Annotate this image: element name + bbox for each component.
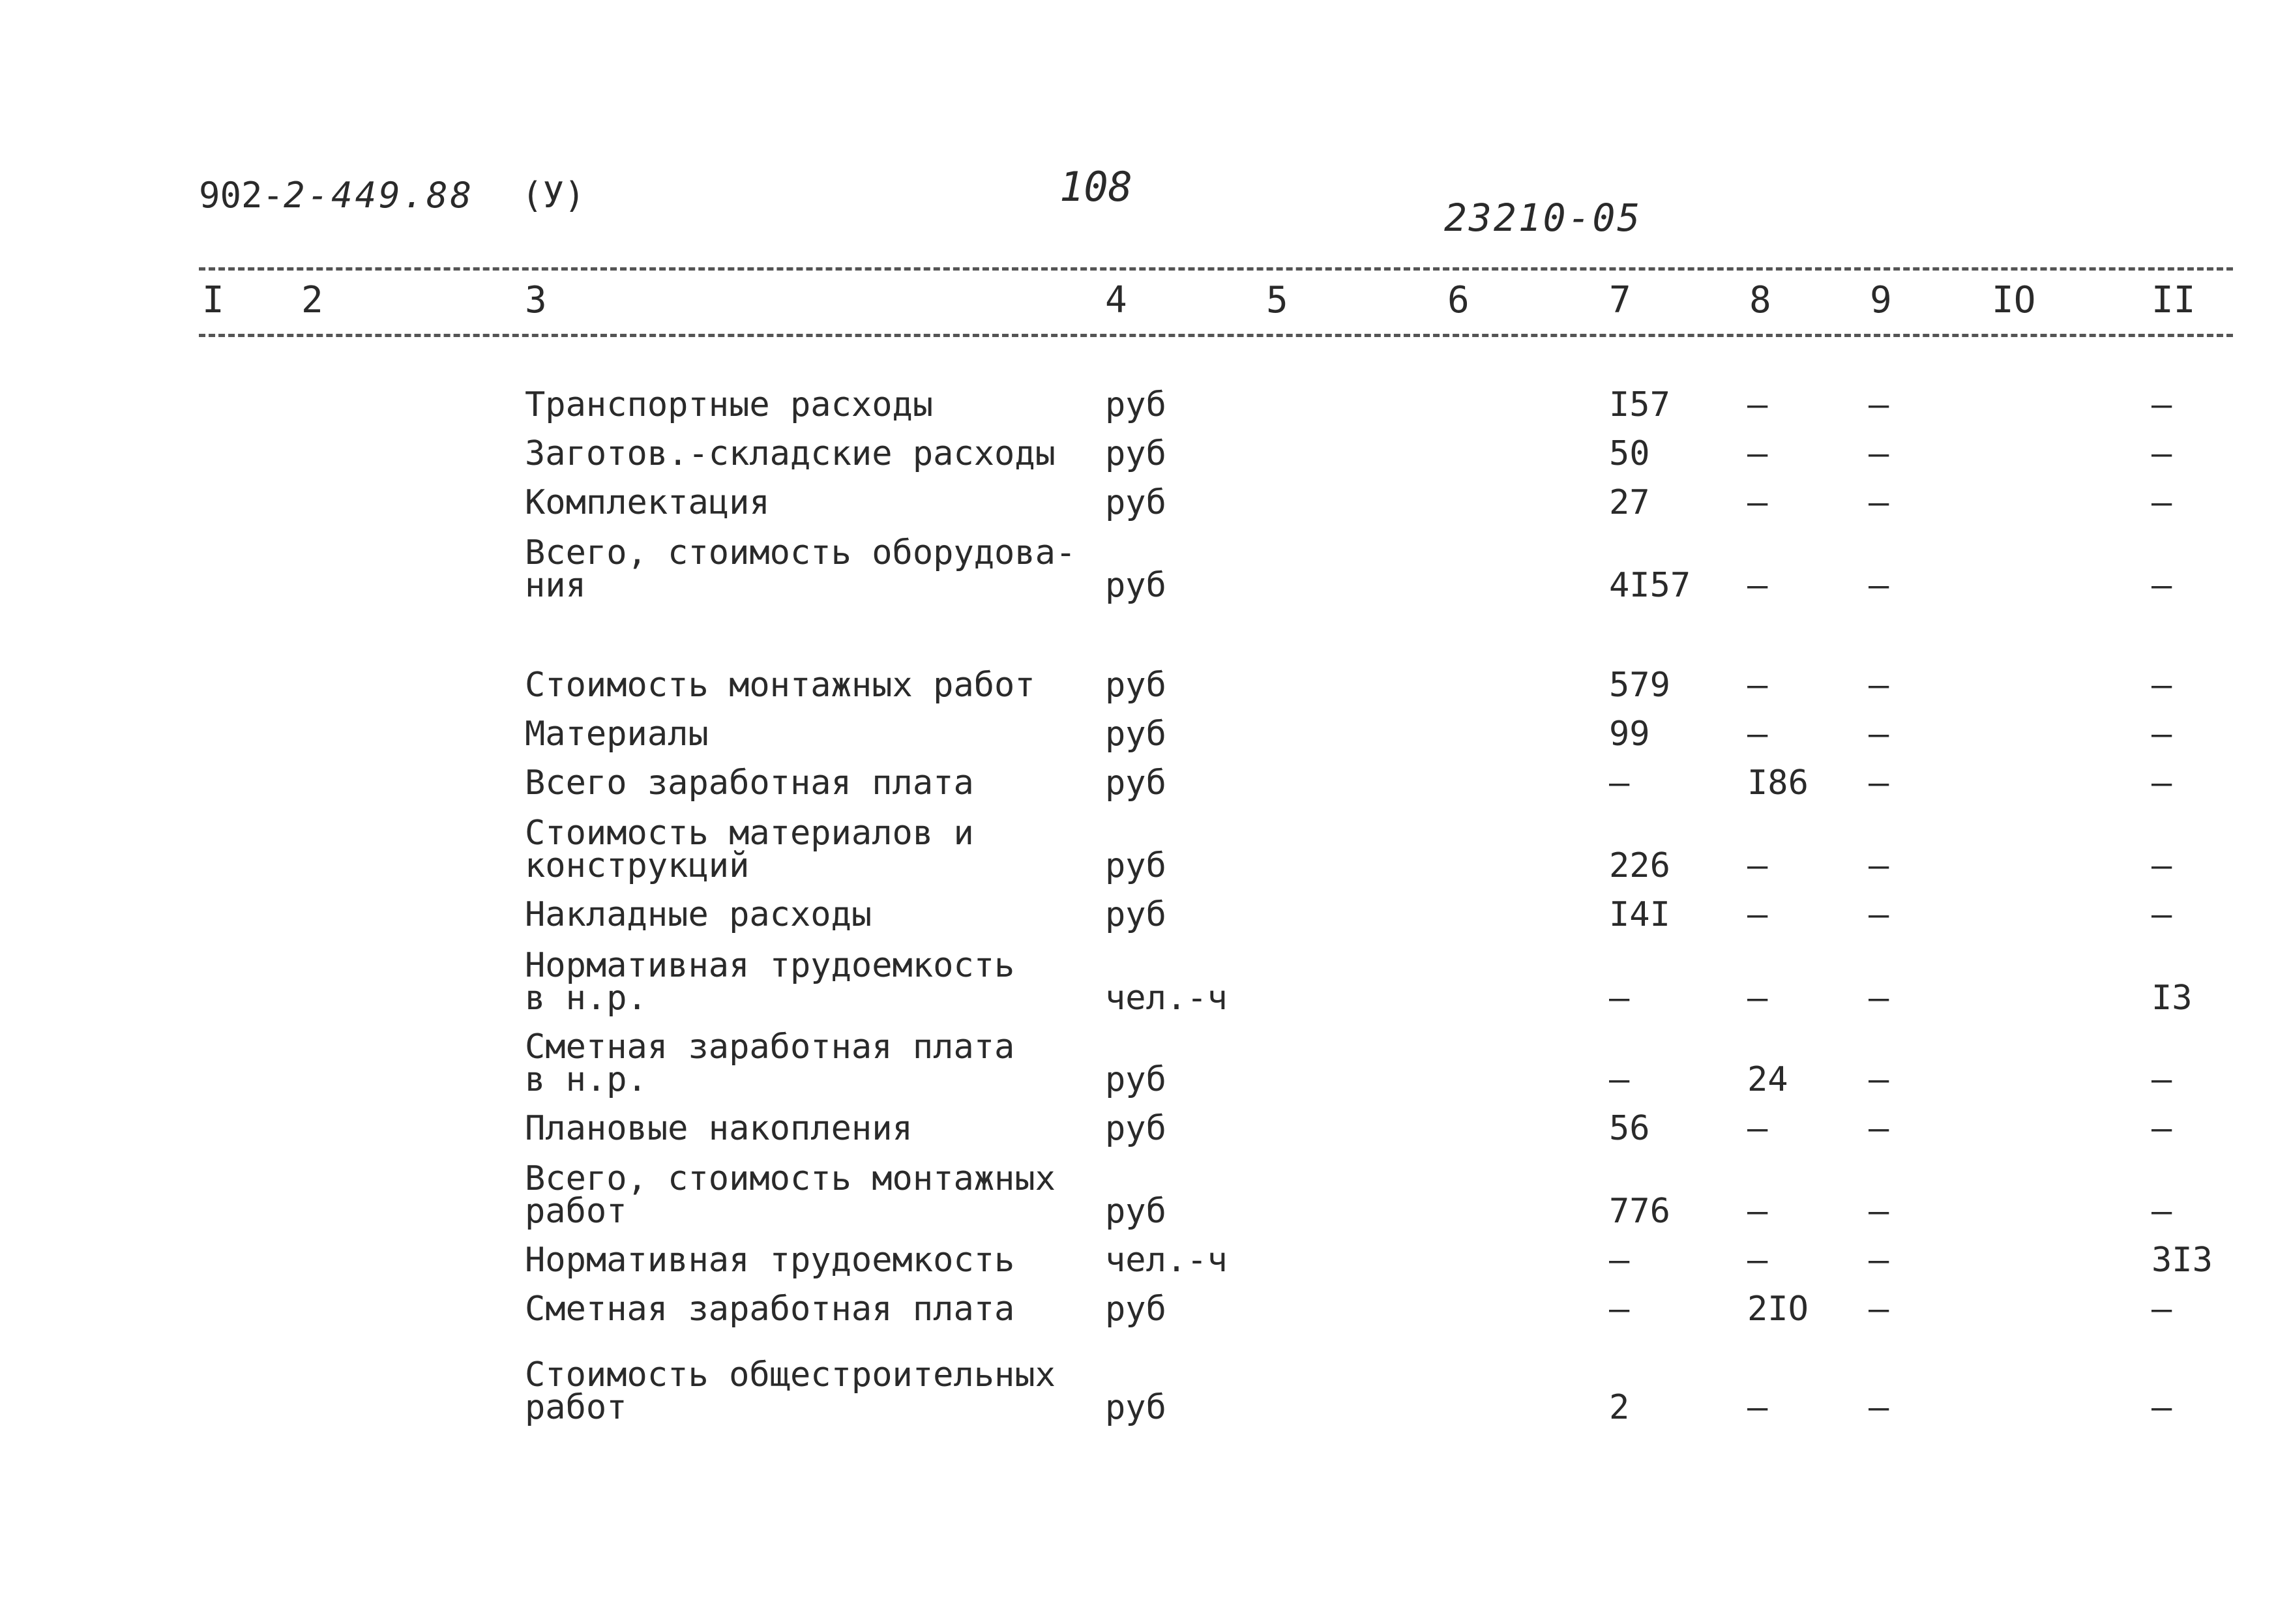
unit-cell: чел.-ч — [1105, 1241, 1228, 1280]
col7-value: – — [1609, 763, 1630, 803]
item-name: Всего заработная плата — [525, 763, 974, 803]
item-name: Нормативная трудоемкость — [525, 1241, 1015, 1280]
col8-value: – — [1747, 846, 1768, 885]
item-name: Плановые накопления — [525, 1109, 913, 1148]
unit-cell: руб — [1105, 1060, 1166, 1099]
col11-value: I3 — [2151, 979, 2193, 1018]
col8-value: – — [1747, 566, 1768, 605]
col7-value: 4I57 — [1609, 566, 1691, 605]
item-name: ния — [525, 566, 586, 605]
unit-cell: руб — [1105, 666, 1166, 705]
col7-value: 2 — [1609, 1388, 1630, 1427]
column-number: II — [2151, 279, 2196, 321]
col11-value: – — [2151, 1192, 2172, 1231]
column-number: 2 — [301, 279, 323, 321]
document-code-handwritten: 2-449.88 — [284, 175, 475, 216]
unit-cell: руб — [1105, 763, 1166, 803]
col8-value: 24 — [1747, 1060, 1788, 1099]
col11-value: – — [2151, 895, 2172, 934]
column-number: I — [202, 279, 224, 321]
item-name: Всего, стоимость оборудова- — [525, 533, 1076, 572]
column-number: 8 — [1749, 279, 1771, 321]
page-number: 108 — [1059, 163, 1132, 211]
col7-value: – — [1609, 1241, 1630, 1280]
col8-value: 2IO — [1747, 1290, 1809, 1329]
col9-value: – — [1869, 715, 1889, 754]
column-number: 5 — [1266, 279, 1288, 321]
unit-cell: чел.-ч — [1105, 979, 1228, 1018]
item-name: работ — [525, 1192, 627, 1231]
header-rule-bottom — [199, 334, 2233, 337]
col7-value: – — [1609, 1290, 1630, 1329]
col11-value: – — [2151, 666, 2172, 705]
col9-value: – — [1869, 1241, 1889, 1280]
col9-value: – — [1869, 1192, 1889, 1231]
item-name: конструкций — [525, 846, 750, 885]
col9-value: – — [1869, 763, 1889, 803]
item-name: Нормативная трудоемкость — [525, 946, 1015, 985]
unit-cell: руб — [1105, 1290, 1166, 1329]
col9-value: – — [1869, 1060, 1889, 1099]
item-name: Заготов.-складские расходы — [525, 434, 1056, 473]
col11-value: – — [2151, 385, 2172, 424]
unit-cell: руб — [1105, 385, 1166, 424]
unit-cell: руб — [1105, 483, 1166, 522]
item-name: Сметная заработная плата — [525, 1027, 1015, 1067]
item-name: Комплектация — [525, 483, 770, 522]
col7-value: 56 — [1609, 1109, 1650, 1148]
item-name: Накладные расходы — [525, 895, 872, 934]
col11-value: – — [2151, 763, 2172, 803]
unit-cell: руб — [1105, 895, 1166, 934]
item-name: Всего, стоимость монтажных — [525, 1159, 1056, 1198]
col7-value: 776 — [1609, 1192, 1670, 1231]
unit-cell: руб — [1105, 566, 1166, 605]
col7-value: 226 — [1609, 846, 1670, 885]
col8-value: – — [1747, 666, 1768, 705]
col11-value: – — [2151, 1290, 2172, 1329]
col7-value: 50 — [1609, 434, 1650, 473]
col11-value: – — [2151, 846, 2172, 885]
col11-value: – — [2151, 434, 2172, 473]
col11-value: – — [2151, 1388, 2172, 1427]
col9-value: – — [1869, 566, 1889, 605]
document-code — [199, 175, 474, 216]
col11-value: 3I3 — [2151, 1241, 2213, 1280]
unit-cell: руб — [1105, 846, 1166, 885]
col7-value: – — [1609, 979, 1630, 1018]
col8-value: – — [1747, 1109, 1768, 1148]
col11-value: – — [2151, 715, 2172, 754]
col8-value: – — [1747, 1388, 1768, 1427]
column-number: 4 — [1105, 279, 1127, 321]
document-code-prefix: 902- — [199, 175, 284, 216]
col9-value: – — [1869, 483, 1889, 522]
item-name: Стоимость монтажных работ — [525, 666, 1035, 705]
col8-value: – — [1747, 1241, 1768, 1280]
item-name: Транспортные расходы — [525, 385, 934, 424]
item-name: в н.р. — [525, 1060, 647, 1099]
column-number: 9 — [1870, 279, 1892, 321]
col8-value: – — [1747, 895, 1768, 934]
unit-cell: руб — [1105, 1388, 1166, 1427]
variant-label: (У) — [522, 175, 585, 216]
col9-value: – — [1869, 895, 1889, 934]
column-number: IO — [1992, 279, 2036, 321]
col11-value: – — [2151, 483, 2172, 522]
col11-value: – — [2151, 1109, 2172, 1148]
unit-cell: руб — [1105, 715, 1166, 754]
col8-value: – — [1747, 1192, 1768, 1231]
column-number: 3 — [525, 279, 547, 321]
doc-number: 23210-05 — [1444, 196, 1642, 240]
col8-value: – — [1747, 434, 1768, 473]
col9-value: – — [1869, 979, 1889, 1018]
col9-value: – — [1869, 666, 1889, 705]
col9-value: – — [1869, 1290, 1889, 1329]
col7-value: I4I — [1609, 895, 1670, 934]
item-name: Сметная заработная плата — [525, 1290, 1015, 1329]
col11-value: – — [2151, 566, 2172, 605]
unit-cell: руб — [1105, 1192, 1166, 1231]
col9-value: – — [1869, 1388, 1889, 1427]
col9-value: – — [1869, 1109, 1889, 1148]
col7-value: 27 — [1609, 483, 1650, 522]
col7-value: 99 — [1609, 715, 1650, 754]
item-name: Материалы — [525, 715, 709, 754]
col8-value: – — [1747, 715, 1768, 754]
unit-cell: руб — [1105, 434, 1166, 473]
col8-value: – — [1747, 979, 1768, 1018]
col8-value: – — [1747, 385, 1768, 424]
col7-value: – — [1609, 1060, 1630, 1099]
col9-value: – — [1869, 385, 1889, 424]
column-number: 6 — [1447, 279, 1470, 321]
col7-value: I57 — [1609, 385, 1670, 424]
col9-value: – — [1869, 434, 1889, 473]
item-name: Стоимость общестроительных — [525, 1355, 1056, 1395]
item-name: в н.р. — [525, 979, 647, 1018]
col9-value: – — [1869, 846, 1889, 885]
col11-value: – — [2151, 1060, 2172, 1099]
col7-value: 579 — [1609, 666, 1670, 705]
col8-value: I86 — [1747, 763, 1809, 803]
unit-cell: руб — [1105, 1109, 1166, 1148]
item-name: Стоимость материалов и — [525, 814, 974, 853]
col8-value: – — [1747, 483, 1768, 522]
header-rule-top — [199, 267, 2233, 271]
item-name: работ — [525, 1388, 627, 1427]
column-number: 7 — [1609, 279, 1631, 321]
